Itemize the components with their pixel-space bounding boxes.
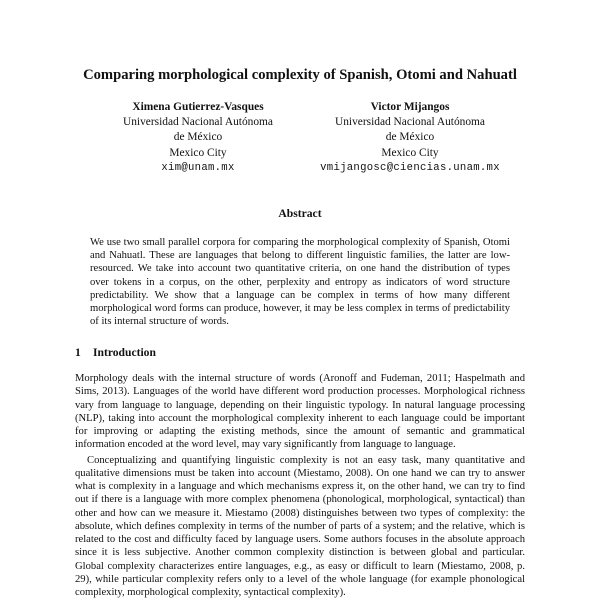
author-affiliation: Universidad Nacional Autónoma — [123, 116, 273, 129]
author-email: vmijangosc@ciencias.unam.mx — [320, 161, 500, 174]
author-name: Victor Mijangos — [370, 101, 450, 113]
author-city: Mexico City — [169, 146, 227, 159]
paragraph: Conceptualizing and quantifying linguistic complexity is not an easy task, many quantitative and qualitative dimensions must be taken into account (Miestamo, 2008). On one hand we can try to answer what is complexity in a language and which mechanisms express it, on the other hand, we can try to find out if there is a language with more complex phenomena (phonological, morphological, syntactical) than other and how can we measure it. Miestamo (2008) distinguishes between two types of complexity: the absolute, which defines complexity in terms of the number of parts of a system; and the relative, which is related to the cost and difficulty faced by language users. Some authors focuses in the absolute approach since it is less subjective. Another common complexity distinction is between global and particular. Global complexity characterizes entire languages, e.g., as easy or difficult to learn (Miestamo, 2008, p. 29), while particular complexity refers only to a level of the whole language (for example phonological complexity, morphological complexity, syntactical complexity). — [75, 454, 525, 598]
paper-title: Comparing morphological complexity of Spanish, Otomi and Nahuatl — [83, 67, 517, 83]
section-title: Introduction — [93, 346, 156, 359]
paragraph: Morphology deals with the internal structure of words (Aronoff and Fudeman, 2011; Haspelmath and Sims, 2013). Languages of the world have different word production processes. Morphological richness vary from language to language, depending on their linguistic typology. In natural language processing (NLP), taking into account the morphological complexity inherent to each language could be important for improving or adapting the existing methods, since the amount of semantic and grammatical information encoded at the word level, may vary significantly from language to language. — [75, 373, 525, 451]
section-number: 1 — [75, 346, 81, 359]
author-affiliation: Universidad Nacional Autónoma — [335, 116, 485, 129]
body-text — [75, 372, 525, 599]
author-affiliation-cont: de México — [385, 131, 435, 144]
author-block-1 — [100, 100, 296, 176]
author-affiliation-cont: de México — [173, 131, 223, 144]
author-email: xim@unam.mx — [161, 161, 235, 174]
author-block-2 — [300, 100, 520, 176]
abstract-text: We use two small parallel corpora for comparing the morphological complexity of Spanish, Otomi and Nahuatl. These are languages that belong to different linguistic families, the latter are low-resourced. We take into account two quantitative criteria, on one hand the distribution of types over tokens in a corpus, on the other, perplexity and entropy as indicators of word structure predictability. We show that a language can be complex in terms of how many different morphological word forms can produce, however, it may be less complex in terms of predictability of its internal structure of words. — [90, 237, 510, 328]
abstract-heading: Abstract — [278, 207, 322, 220]
author-name: Ximena Gutierrez-Vasques — [132, 101, 264, 113]
author-city: Mexico City — [381, 146, 439, 159]
section-heading — [75, 346, 375, 360]
